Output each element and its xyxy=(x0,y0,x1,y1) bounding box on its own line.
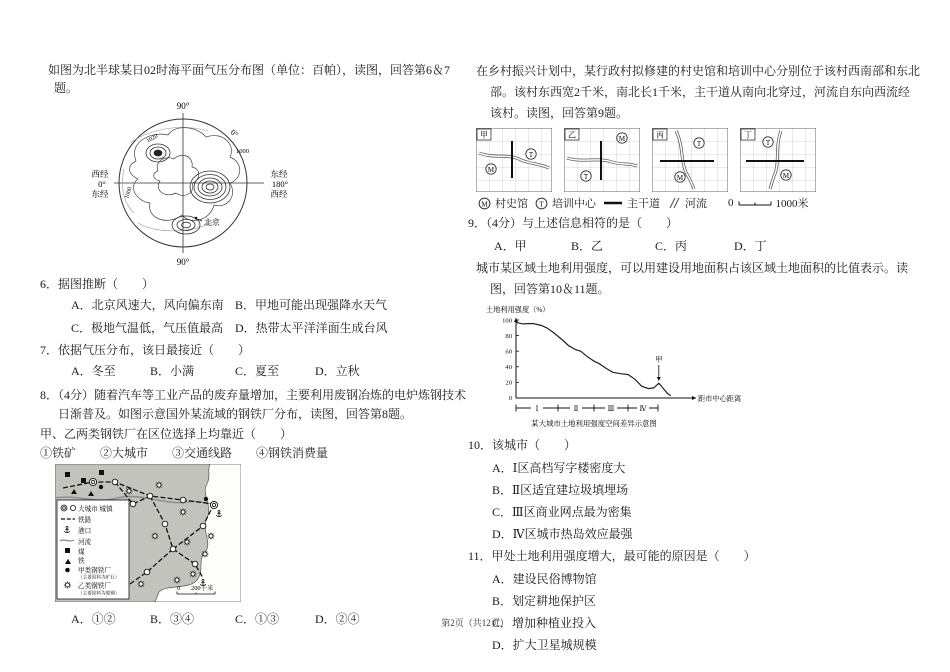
q10-stem: 10．该城市（ ） xyxy=(468,438,577,452)
legend-city-label: 大城市 城镇 xyxy=(78,506,113,513)
q8-choices-line: ①铁矿 ②大城市 ③交通线路 ④钢铁消费量 xyxy=(40,446,329,460)
chart-ylabel: 土地利用强度（%） xyxy=(486,306,550,314)
village-hall-icon xyxy=(478,197,491,210)
zone-3: Ⅲ xyxy=(607,405,615,413)
land-use-intensity-chart xyxy=(482,302,744,430)
zone-2: Ⅱ xyxy=(573,405,579,413)
q1011-intro: 城市某区域土地利用强度，可以用建设用地面积占该区域土地面积的比值表示。读图，回答第10＆11题。 xyxy=(476,261,909,296)
q9-option-b: B．乙 xyxy=(571,239,604,253)
legend-village-hall: M 村史馆 xyxy=(478,195,528,211)
q8-option-c: C．①③ xyxy=(235,612,280,626)
village-map-bing xyxy=(652,128,728,192)
q7-options-row xyxy=(40,360,468,383)
training-center-marker: T xyxy=(583,172,589,181)
ytick-60: 60 xyxy=(505,348,512,356)
q6-options-row-2 xyxy=(40,317,468,340)
map-label-jia: 甲 xyxy=(480,130,488,140)
zone-1: Ⅰ xyxy=(535,405,539,413)
q6-option-c: C．极地气温低，气压值最高 xyxy=(71,321,224,335)
scale-bar xyxy=(738,199,772,207)
village-hall-marker: M xyxy=(618,134,626,143)
legend-main-road: 主干道 xyxy=(603,195,660,211)
steel-map-figure xyxy=(55,464,468,606)
intensity-curve xyxy=(516,322,671,395)
legend-training-center: T 培训中心 xyxy=(535,195,596,211)
river-icon xyxy=(667,197,681,209)
q7-option-d: D．立秋 xyxy=(315,364,360,378)
q11-option-a: A．建设民俗博物馆 xyxy=(492,572,597,586)
map-label-bing: 丙 xyxy=(656,130,664,140)
q8-sub-stem: 甲、乙两类钢铁厂在区位选择上均靠近（ ） xyxy=(40,427,293,441)
q9-option-a: A．甲 xyxy=(494,239,527,253)
training-center-marker: T xyxy=(765,138,771,147)
right-column xyxy=(468,60,920,656)
q10-number: 10． xyxy=(468,438,493,452)
legend-river-label: 河流 xyxy=(78,539,92,546)
q9-options-row xyxy=(468,235,920,257)
chart-caption: 某大城市土地利用强度空间差异示意图 xyxy=(531,419,657,428)
q8-number: 8． xyxy=(40,388,59,402)
isobar-label-1020: 1020 xyxy=(145,133,160,145)
q67-intro: 如图为北半球某日02时海平面气压分布图（单位：百帕），读图，回答第6＆7题。 xyxy=(48,63,451,95)
village-map-yi xyxy=(564,128,640,192)
map-label-ding: 丁 xyxy=(744,130,752,140)
q6-option-a: A．北京风速大，风向偏东南 xyxy=(71,298,224,312)
village-map-jia xyxy=(476,128,552,192)
q6-number: 6． xyxy=(40,277,59,291)
q8-stem: 8．（4分）随着汽车等工业产品的废弃量增加，主要利用废钢冶炼的电炉炼钢技术日渐普及。如图示意国外某流域的钢铁厂分布，读图，回答第8题。 xyxy=(40,388,467,421)
q10-option-b: B．Ⅱ区适宜建垃圾填埋场 xyxy=(492,483,629,497)
ytick-100: 100 xyxy=(502,317,512,325)
left-column xyxy=(40,60,468,631)
legend-plant-a-note: （主要原料为矿石） xyxy=(78,574,120,580)
polar-zero-rim: 0° xyxy=(228,127,241,140)
polar-deg180-right: 180° xyxy=(271,179,289,189)
beijing-label: 北京 xyxy=(204,218,220,227)
q6-option-d: D．热带太平洋洋面生成台风 xyxy=(235,321,388,335)
isobar-label-1000b: 1000 xyxy=(124,186,134,200)
q10-option-a: A．Ⅰ区高档写字楼密度大 xyxy=(492,461,626,475)
q7-option-c: C．夏至 xyxy=(235,364,280,378)
q6-stem: 6．据图推断（ ） xyxy=(40,277,155,291)
q11-option-c: C．增加种植业投入 xyxy=(492,616,597,630)
q7-stem: 7．依据气压分布，该日最接近（ ） xyxy=(40,343,251,357)
scale-200km: 200千米 xyxy=(191,585,214,592)
q11-option-b: B．划定耕地保护区 xyxy=(492,594,597,608)
legend-rail-label: 铁路 xyxy=(78,517,92,524)
village-hall-marker: M xyxy=(782,171,790,180)
q11-option-d: D．扩大卫星城规模 xyxy=(492,638,597,652)
polar-west-right: 西经 xyxy=(270,189,288,199)
polar-east-left: 东经 xyxy=(91,189,109,199)
svg-text:M: M xyxy=(481,199,488,208)
polar-zero-left: 0° xyxy=(98,179,106,189)
q6-option-b: B．甲地可能出现强降水天气 xyxy=(235,298,388,312)
q10-option-c: C．Ⅲ区商业网点最为密集 xyxy=(492,505,632,519)
q7-number: 7． xyxy=(40,343,59,357)
polar-deg-top: 90° xyxy=(176,101,190,111)
q11-number: 11． xyxy=(468,549,492,563)
training-center-icon xyxy=(535,197,548,210)
land-use-chart-figure xyxy=(482,302,920,434)
village-hall-marker: M xyxy=(676,173,684,182)
legend-plant-a-label: 甲类钢铁厂 xyxy=(78,567,111,575)
q8-option-b: B．③④ xyxy=(150,612,195,626)
q8-option-a: A．①② xyxy=(71,612,116,626)
ytick-40: 40 xyxy=(505,364,512,371)
q9-intro: 在乡村振兴计划中，某行政村拟修建的村史馆和培训中心分别位于该村西南部和东北部。该村东西宽2千米，南北长1千米，主干道从南向北穿过，河流自东向西流经该村。读图，回答第9题。 xyxy=(476,64,921,120)
plant-a-marker xyxy=(204,497,208,501)
polar-west-left: 西经 xyxy=(91,169,109,179)
annotation-jia: 甲 xyxy=(655,355,663,364)
zone-4: Ⅳ xyxy=(639,405,647,413)
polar-east-right: 东经 xyxy=(270,169,288,179)
q8-option-d: D．②④ xyxy=(315,612,360,626)
polar-pressure-map xyxy=(58,99,310,269)
legend-river: 河流 xyxy=(667,195,707,211)
scale-zero: 0 xyxy=(177,585,181,592)
page-footer: 第2页（共12页） xyxy=(441,618,509,628)
polar-deg-bottom: 90° xyxy=(176,257,190,267)
ytick-20: 20 xyxy=(505,379,512,387)
ytick-80: 80 xyxy=(505,333,512,340)
main-road-icon xyxy=(603,199,623,207)
legend-plant-b-note: （主要原料为废钢） xyxy=(78,590,120,596)
training-center-marker: T xyxy=(528,150,534,159)
steel-map-legend xyxy=(57,500,129,599)
training-center-marker: T xyxy=(696,139,702,148)
q11-stem: 11．甲处土地利用强度增大，最可能的原因是（ ） xyxy=(468,549,756,563)
village-hall-marker: M xyxy=(487,165,495,174)
legend-port-label: 港口 xyxy=(78,528,92,535)
polar-pressure-map-figure xyxy=(58,99,468,273)
q7-option-a: A．冬至 xyxy=(71,364,116,378)
q9-option-d: D．丁 xyxy=(734,239,767,253)
isobar-label-1000: 1000 xyxy=(236,148,249,155)
q9-stem: 9．（4分）与上述信息相符的是（ ） xyxy=(468,216,679,230)
legend-plant-b-label: 乙类钢铁厂 xyxy=(78,583,111,590)
legend-iron-label: 铁 xyxy=(78,558,85,565)
ytick-0: 0 xyxy=(508,395,512,402)
q7-option-b: B．小满 xyxy=(150,364,195,378)
svg-text:T: T xyxy=(539,199,544,208)
q10-option-d: D．Ⅳ区城市热岛效应最强 xyxy=(492,527,633,541)
steel-works-map xyxy=(55,464,241,602)
village-maps-row xyxy=(476,128,920,192)
village-map-ding xyxy=(740,128,816,192)
map-label-yi: 乙 xyxy=(568,130,576,140)
legend-coal-label: 煤 xyxy=(78,549,85,556)
plant-a-marker xyxy=(99,485,103,489)
q6-options-row-1 xyxy=(40,294,468,317)
village-maps-legend xyxy=(478,195,920,211)
village-maps-scale: 0 1000米 xyxy=(728,197,809,210)
q9-number: 9． xyxy=(468,216,487,230)
q9-option-c: C．丙 xyxy=(655,239,688,253)
chart-xlabel: 距市中心距离 xyxy=(698,395,742,403)
